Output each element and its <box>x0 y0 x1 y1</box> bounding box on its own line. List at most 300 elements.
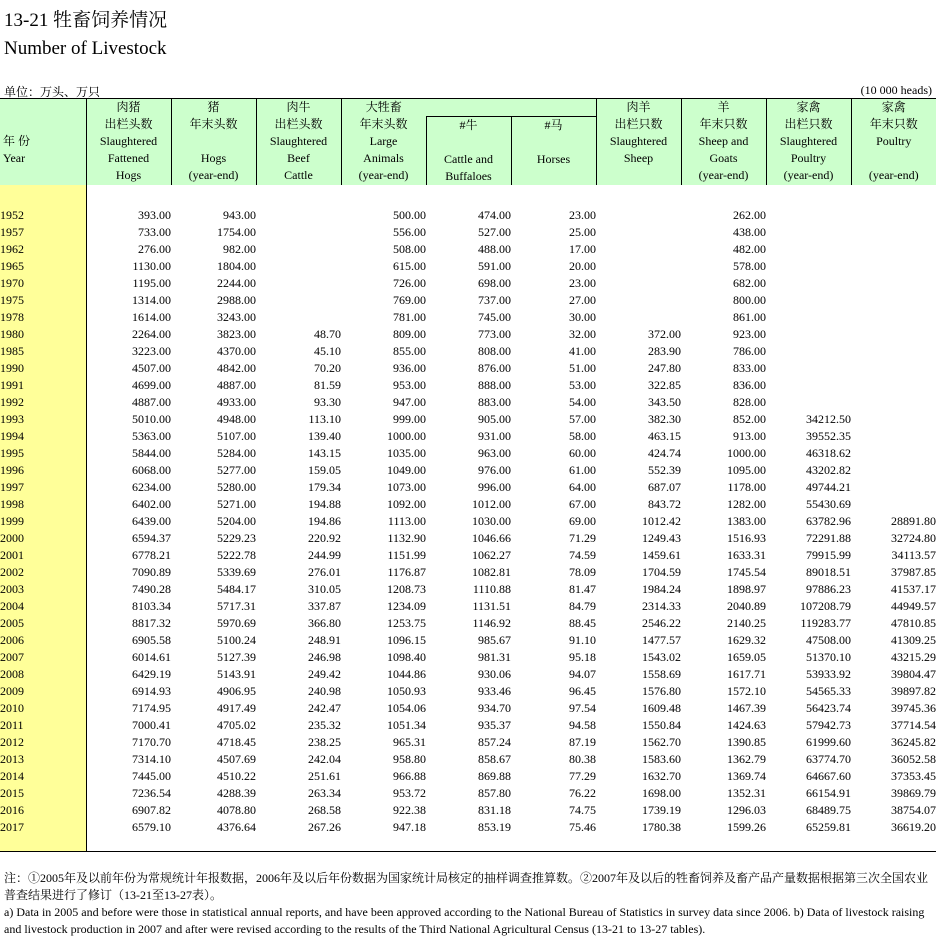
cell-poultry <box>851 224 936 241</box>
cell-poultry <box>851 258 936 275</box>
cell-year: 1978 <box>0 309 86 326</box>
cell-fattened-hogs: 2264.00 <box>86 326 171 343</box>
cell-sheep-goats: 1095.00 <box>727 462 766 477</box>
cell-hogs: 982.00 <box>223 241 256 256</box>
cell-sheep-slaughtered: 1249.43 <box>642 530 681 545</box>
cell-hogs: 5143.91 <box>217 666 256 681</box>
cell-sheep-slaughtered: 1576.80 <box>642 683 681 698</box>
cell-poultry-slaughtered: 119283.77 <box>800 615 851 630</box>
table-row <box>0 275 936 292</box>
cell-beef-cattle: 220.92 <box>308 530 341 545</box>
cell-sheep-goats: 786.00 <box>733 343 766 358</box>
cell-hogs: 5484.17 <box>217 581 256 596</box>
cell-hogs: 5284.00 <box>217 445 256 460</box>
cell-poultry-slaughtered: 61999.60 <box>806 734 851 749</box>
cell-sheep-slaughtered: 343.50 <box>648 394 681 409</box>
cell-large-animals: 855.00 <box>393 343 426 358</box>
cell-cattle: 808.00 <box>478 343 511 358</box>
cell-large-animals: 936.00 <box>393 360 426 375</box>
cell-year: 1957 <box>0 224 86 241</box>
cell-year: 1970 <box>0 275 86 292</box>
cell-sheep-slaughtered: 552.39 <box>648 462 681 477</box>
cell-fattened-hogs: 1195.00 <box>86 275 171 292</box>
cell-hogs: 4370.00 <box>217 343 256 358</box>
cell-cattle: 996.00 <box>478 479 511 494</box>
cell-cattle: 981.31 <box>478 649 511 664</box>
cell-poultry <box>851 428 936 445</box>
table-row <box>0 292 936 309</box>
header-cattle: #牛 Cattle and Buffaloes <box>426 116 511 185</box>
table-row <box>0 564 936 581</box>
header-sheep-slaughtered: 肉羊 出栏只数 Slaughtered Sheep <box>596 99 681 185</box>
cell-large-animals: 1073.00 <box>387 479 426 494</box>
cell-horses: 32.00 <box>569 326 596 341</box>
cell-fattened-hogs: 7170.70 <box>86 734 171 751</box>
table-row <box>0 343 936 360</box>
cell-horses: 91.10 <box>569 632 596 647</box>
cell-poultry-slaughtered <box>766 258 851 275</box>
cell-year: 2014 <box>0 768 86 785</box>
cell-cattle: 474.00 <box>478 207 511 222</box>
cell-hogs: 4376.64 <box>217 819 256 834</box>
cell-sheep-slaughtered: 1583.60 <box>642 751 681 766</box>
table-row <box>0 445 936 462</box>
cell-large-animals: 1054.06 <box>387 700 426 715</box>
cell-beef-cattle: 268.58 <box>308 802 341 817</box>
cell-large-animals: 1050.93 <box>387 683 426 698</box>
header-large-animals-span <box>426 99 596 117</box>
cell-hogs: 5271.00 <box>217 496 256 511</box>
cell-horses: 96.45 <box>569 683 596 698</box>
cell-fattened-hogs: 6429.19 <box>86 666 171 683</box>
cell-sheep-slaughtered: 1459.61 <box>642 547 681 562</box>
cell-sheep-goats: 682.00 <box>733 275 766 290</box>
cell-year: 1965 <box>0 258 86 275</box>
cell-sheep-goats: 1369.74 <box>727 768 766 783</box>
cell-sheep-slaughtered: 1012.42 <box>642 513 681 528</box>
table-row <box>0 428 936 445</box>
cell-beef-cattle: 267.26 <box>308 819 341 834</box>
cell-poultry <box>851 326 936 343</box>
table-row <box>0 411 936 428</box>
cell-poultry-slaughtered: 57942.73 <box>806 717 851 732</box>
cell-year: 2000 <box>0 530 86 547</box>
cell-year: 1996 <box>0 462 86 479</box>
cell-hogs: 1754.00 <box>217 224 256 239</box>
cell-horses: 27.00 <box>569 292 596 307</box>
cell-horses: 67.00 <box>569 496 596 511</box>
cell-poultry <box>851 275 936 292</box>
cell-poultry: 43215.29 <box>891 649 936 664</box>
cell-horses: 53.00 <box>569 377 596 392</box>
cell-large-animals: 1132.90 <box>387 530 426 545</box>
cell-sheep-slaughtered: 2314.33 <box>642 598 681 613</box>
cell-cattle: 773.00 <box>478 326 511 341</box>
cell-poultry: 38754.07 <box>891 802 936 817</box>
cell-large-animals: 556.00 <box>393 224 426 239</box>
cell-sheep-goats: 1296.03 <box>727 802 766 817</box>
cell-cattle: 905.00 <box>478 411 511 426</box>
cell-poultry: 39869.79 <box>891 785 936 800</box>
cell-poultry <box>851 496 936 513</box>
header-fattened-hogs: 肉猪 出栏头数 Slaughtered Fattened Hogs <box>86 99 171 185</box>
cell-hogs: 4078.80 <box>217 802 256 817</box>
cell-cattle: 857.80 <box>478 785 511 800</box>
cell-horses: 80.38 <box>569 751 596 766</box>
cell-hogs: 4906.95 <box>217 683 256 698</box>
cell-poultry <box>851 445 936 462</box>
cell-sheep-goats: 1383.00 <box>727 513 766 528</box>
cell-fattened-hogs: 1130.00 <box>86 258 171 275</box>
cell-beef-cattle: 194.88 <box>308 496 341 511</box>
cell-sheep-slaughtered: 2546.22 <box>642 615 681 630</box>
cell-year: 2013 <box>0 751 86 768</box>
cell-beef-cattle <box>256 309 341 326</box>
cell-sheep-goats: 1362.79 <box>727 751 766 766</box>
cell-hogs: 5107.00 <box>217 428 256 443</box>
cell-poultry-slaughtered: 54565.33 <box>806 683 851 698</box>
cell-large-animals: 726.00 <box>393 275 426 290</box>
cell-hogs: 3823.00 <box>217 326 256 341</box>
cell-fattened-hogs: 4507.00 <box>86 360 171 377</box>
cell-horses: 88.45 <box>569 615 596 630</box>
cell-cattle: 1110.88 <box>472 581 511 596</box>
cell-poultry-slaughtered: 72291.88 <box>806 530 851 545</box>
cell-poultry: 44949.57 <box>891 598 936 613</box>
cell-poultry <box>851 241 936 258</box>
cell-beef-cattle: 366.80 <box>308 615 341 630</box>
cell-fattened-hogs: 393.00 <box>86 207 171 224</box>
cell-beef-cattle: 48.70 <box>314 326 341 341</box>
cell-year: 1998 <box>0 496 86 513</box>
cell-poultry-slaughtered <box>766 326 851 343</box>
cell-beef-cattle: 70.20 <box>314 360 341 375</box>
cell-horses: 23.00 <box>569 275 596 290</box>
cell-hogs: 5339.69 <box>217 564 256 579</box>
header-year: 年 份 Year <box>0 99 86 185</box>
table-row <box>0 394 936 411</box>
cell-beef-cattle: 242.04 <box>308 751 341 766</box>
cell-fattened-hogs: 7174.95 <box>86 700 171 717</box>
cell-poultry: 37353.45 <box>891 768 936 783</box>
cell-poultry-slaughtered: 89018.51 <box>806 564 851 579</box>
cell-horses: 54.00 <box>569 394 596 409</box>
cell-sheep-slaughtered <box>596 224 681 241</box>
cell-sheep-goats: 828.00 <box>733 394 766 409</box>
table-row <box>0 496 936 513</box>
cell-poultry-slaughtered <box>766 275 851 292</box>
cell-poultry-slaughtered: 63774.70 <box>806 751 851 766</box>
cell-fattened-hogs: 1614.00 <box>86 309 171 326</box>
cell-fattened-hogs: 6014.61 <box>86 649 171 666</box>
cell-beef-cattle <box>256 258 341 275</box>
cell-year: 1985 <box>0 343 86 360</box>
unit-label-en: (10 000 heads) <box>860 83 932 97</box>
cell-poultry <box>851 309 936 326</box>
cell-fattened-hogs: 6778.21 <box>86 547 171 564</box>
cell-hogs: 5970.69 <box>217 615 256 630</box>
cell-beef-cattle: 263.34 <box>308 785 341 800</box>
cell-sheep-slaughtered: 1609.48 <box>642 700 681 715</box>
table-row <box>0 683 936 700</box>
cell-sheep-goats: 1572.10 <box>727 683 766 698</box>
table-row <box>0 768 936 785</box>
table-row <box>0 513 936 530</box>
cell-horses: 87.19 <box>569 734 596 749</box>
table-row <box>0 734 936 751</box>
cell-cattle: 1131.51 <box>472 598 511 613</box>
cell-horses: 74.59 <box>569 547 596 562</box>
cell-horses: 97.54 <box>569 700 596 715</box>
cell-hogs: 4887.00 <box>217 377 256 392</box>
header-sheep-goats: 羊 年末只数 Sheep and Goats (year-end) <box>681 99 766 185</box>
cell-sheep-goats: 482.00 <box>733 241 766 256</box>
cell-beef-cattle <box>256 207 341 224</box>
cell-cattle: 934.70 <box>478 700 511 715</box>
cell-year: 1991 <box>0 377 86 394</box>
cell-horses: 58.00 <box>569 428 596 443</box>
table-row <box>0 751 936 768</box>
cell-cattle: 1046.66 <box>472 530 511 545</box>
cell-large-animals: 508.00 <box>393 241 426 256</box>
cell-hogs: 4917.49 <box>217 700 256 715</box>
cell-sheep-goats: 800.00 <box>733 292 766 307</box>
footnote-en: a) Data in 2005 and before were those in statistical annual reports, and have been approved according to the National Bureau of Statistics in survey data since 2006. b) Data of livestock raising and livestock production in 2007 and after were revised according to the results of the Third National Agricultural Census (13-21 to 13-27 tables). <box>4 905 925 936</box>
cell-beef-cattle: 240.98 <box>308 683 341 698</box>
cell-horses: 78.09 <box>569 564 596 579</box>
cell-poultry: 37714.54 <box>891 717 936 732</box>
cell-large-animals: 809.00 <box>393 326 426 341</box>
table-header <box>0 99 936 185</box>
cell-fattened-hogs: 7314.10 <box>86 751 171 768</box>
cell-hogs: 4842.00 <box>217 360 256 375</box>
cell-sheep-slaughtered: 1543.02 <box>642 649 681 664</box>
table-row <box>0 360 936 377</box>
cell-beef-cattle <box>256 292 341 309</box>
cell-beef-cattle: 235.32 <box>308 717 341 732</box>
cell-poultry: 47810.85 <box>891 615 936 630</box>
cell-year: 2011 <box>0 717 86 734</box>
cell-fattened-hogs: 1314.00 <box>86 292 171 309</box>
cell-sheep-slaughtered: 1562.70 <box>642 734 681 749</box>
cell-sheep-slaughtered: 843.72 <box>648 496 681 511</box>
cell-large-animals: 1096.15 <box>387 632 426 647</box>
cell-beef-cattle: 159.05 <box>308 462 341 477</box>
cell-cattle: 591.00 <box>478 258 511 273</box>
cell-sheep-goats: 833.00 <box>733 360 766 375</box>
cell-fattened-hogs: 6594.37 <box>86 530 171 547</box>
cell-year: 1980 <box>0 326 86 343</box>
cell-cattle: 857.24 <box>478 734 511 749</box>
cell-poultry-slaughtered: 49744.21 <box>806 479 851 494</box>
cell-fattened-hogs: 6439.00 <box>86 513 171 530</box>
cell-poultry-slaughtered: 66154.91 <box>806 785 851 800</box>
cell-poultry-slaughtered: 63782.96 <box>806 513 851 528</box>
cell-sheep-slaughtered: 1739.19 <box>642 802 681 817</box>
cell-poultry: 36619.20 <box>891 819 936 834</box>
cell-fattened-hogs: 276.00 <box>86 241 171 258</box>
cell-beef-cattle: 93.30 <box>314 394 341 409</box>
table-row <box>0 666 936 683</box>
table-row <box>0 547 936 564</box>
cell-fattened-hogs: 5010.00 <box>86 411 171 428</box>
cell-poultry: 39804.47 <box>891 666 936 681</box>
cell-hogs: 4288.39 <box>217 785 256 800</box>
cell-fattened-hogs: 6068.00 <box>86 462 171 479</box>
cell-poultry-slaughtered: 56423.74 <box>806 700 851 715</box>
cell-fattened-hogs: 6234.00 <box>86 479 171 496</box>
cell-fattened-hogs: 4887.00 <box>86 394 171 411</box>
cell-year: 1997 <box>0 479 86 496</box>
cell-poultry-slaughtered <box>766 309 851 326</box>
cell-large-animals: 1151.99 <box>387 547 426 562</box>
cell-horses: 75.46 <box>569 819 596 834</box>
cell-sheep-slaughtered <box>596 292 681 309</box>
cell-hogs: 943.00 <box>223 207 256 222</box>
cell-hogs: 5204.00 <box>217 513 256 528</box>
cell-poultry-slaughtered <box>766 394 851 411</box>
cell-horses: 41.00 <box>569 343 596 358</box>
cell-beef-cattle: 244.99 <box>308 547 341 562</box>
cell-large-animals: 965.31 <box>393 734 426 749</box>
cell-poultry: 32724.80 <box>891 530 936 545</box>
cell-sheep-goats: 1617.71 <box>727 666 766 681</box>
cell-fattened-hogs: 6579.10 <box>86 819 171 836</box>
cell-poultry <box>851 343 936 360</box>
table-row <box>0 632 936 649</box>
cell-cattle: 858.67 <box>478 751 511 766</box>
cell-sheep-slaughtered: 1780.38 <box>642 819 681 834</box>
cell-large-animals: 947.18 <box>393 819 426 834</box>
cell-poultry <box>851 479 936 496</box>
cell-sheep-slaughtered <box>596 207 681 224</box>
cell-hogs: 2988.00 <box>217 292 256 307</box>
cell-sheep-slaughtered: 283.90 <box>648 343 681 358</box>
cell-poultry-slaughtered <box>766 241 851 258</box>
cell-large-animals: 1253.75 <box>387 615 426 630</box>
header-beef-cattle: 肉牛 出栏头数 Slaughtered Beef Cattle <box>256 99 341 185</box>
cell-year: 1962 <box>0 241 86 258</box>
cell-cattle: 527.00 <box>478 224 511 239</box>
table-row <box>0 598 936 615</box>
table-row <box>0 377 936 394</box>
cell-large-animals: 615.00 <box>393 258 426 273</box>
cell-beef-cattle: 310.05 <box>308 581 341 596</box>
cell-large-animals: 953.72 <box>393 785 426 800</box>
unit-label-cn: 单位：万头、万只 <box>4 85 101 99</box>
cell-horses: 51.00 <box>569 360 596 375</box>
cell-cattle: 883.00 <box>478 394 511 409</box>
cell-year: 1993 <box>0 411 86 428</box>
cell-sheep-slaughtered <box>596 309 681 326</box>
cell-beef-cattle: 143.15 <box>308 445 341 460</box>
cell-year: 2016 <box>0 802 86 819</box>
cell-fattened-hogs: 6905.58 <box>86 632 171 649</box>
cell-large-animals: 781.00 <box>393 309 426 324</box>
cell-sheep-goats: 1178.00 <box>727 479 766 494</box>
cell-sheep-slaughtered <box>596 275 681 292</box>
cell-sheep-slaughtered <box>596 258 681 275</box>
cell-horses: 71.29 <box>569 530 596 545</box>
cell-large-animals: 1051.34 <box>387 717 426 732</box>
cell-poultry-slaughtered: 39552.35 <box>806 428 851 443</box>
cell-year: 1992 <box>0 394 86 411</box>
cell-sheep-goats: 1629.32 <box>727 632 766 647</box>
cell-beef-cattle: 238.25 <box>308 734 341 749</box>
cell-poultry <box>851 207 936 224</box>
cell-cattle: 985.67 <box>478 632 511 647</box>
cell-sheep-slaughtered: 1632.70 <box>642 768 681 783</box>
table-row <box>0 819 936 836</box>
cell-beef-cattle <box>256 241 341 258</box>
cell-sheep-goats: 1424.63 <box>727 717 766 732</box>
cell-sheep-goats: 923.00 <box>733 326 766 341</box>
cell-horses: 61.00 <box>569 462 596 477</box>
cell-sheep-goats: 1745.54 <box>727 564 766 579</box>
cell-hogs: 4933.00 <box>217 394 256 409</box>
cell-horses: 74.75 <box>569 802 596 817</box>
cell-fattened-hogs: 7236.54 <box>86 785 171 802</box>
cell-poultry <box>851 462 936 479</box>
cell-sheep-goats: 1659.05 <box>727 649 766 664</box>
table-row <box>0 615 936 632</box>
cell-year: 2005 <box>0 615 86 632</box>
cell-sheep-goats: 1352.31 <box>727 785 766 800</box>
cell-large-animals: 1234.09 <box>387 598 426 613</box>
cell-poultry <box>851 394 936 411</box>
cell-fattened-hogs: 5844.00 <box>86 445 171 462</box>
cell-poultry-slaughtered: 68489.75 <box>806 802 851 817</box>
cell-poultry-slaughtered: 79915.99 <box>806 547 851 562</box>
cell-horses: 25.00 <box>569 224 596 239</box>
cell-poultry-slaughtered <box>766 224 851 241</box>
cell-cattle: 976.00 <box>478 462 511 477</box>
cell-sheep-slaughtered: 1704.59 <box>642 564 681 579</box>
cell-cattle: 698.00 <box>478 275 511 290</box>
cell-large-animals: 1092.00 <box>387 496 426 511</box>
cell-cattle: 930.06 <box>478 666 511 681</box>
cell-sheep-slaughtered <box>596 241 681 258</box>
cell-beef-cattle: 81.59 <box>314 377 341 392</box>
cell-fattened-hogs: 6914.93 <box>86 683 171 700</box>
cell-hogs: 4510.22 <box>217 768 256 783</box>
cell-horses: 60.00 <box>569 445 596 460</box>
cell-large-animals: 1176.87 <box>387 564 426 579</box>
cell-beef-cattle: 246.98 <box>308 649 341 664</box>
table-row <box>0 224 936 241</box>
cell-poultry-slaughtered: 51370.10 <box>806 649 851 664</box>
cell-sheep-slaughtered: 1477.57 <box>642 632 681 647</box>
cell-sheep-goats: 1633.31 <box>727 547 766 562</box>
cell-sheep-slaughtered: 687.07 <box>648 479 681 494</box>
cell-horses: 95.18 <box>569 649 596 664</box>
cell-large-animals: 1098.40 <box>387 649 426 664</box>
cell-fattened-hogs: 8103.34 <box>86 598 171 615</box>
cell-beef-cattle: 113.10 <box>308 411 341 426</box>
cell-sheep-goats: 1467.39 <box>727 700 766 715</box>
header-large-animals-cn: 大牲畜 <box>341 99 426 117</box>
cell-sheep-goats: 836.00 <box>733 377 766 392</box>
cell-poultry-slaughtered: 64667.60 <box>806 768 851 783</box>
cell-fattened-hogs: 8817.32 <box>86 615 171 632</box>
cell-sheep-goats: 861.00 <box>733 309 766 324</box>
table-row <box>0 649 936 666</box>
cell-poultry-slaughtered: 55430.69 <box>806 496 851 511</box>
cell-year: 2007 <box>0 649 86 666</box>
cell-beef-cattle: 45.10 <box>314 343 341 358</box>
cell-poultry-slaughtered <box>766 292 851 309</box>
cell-fattened-hogs: 5363.00 <box>86 428 171 445</box>
